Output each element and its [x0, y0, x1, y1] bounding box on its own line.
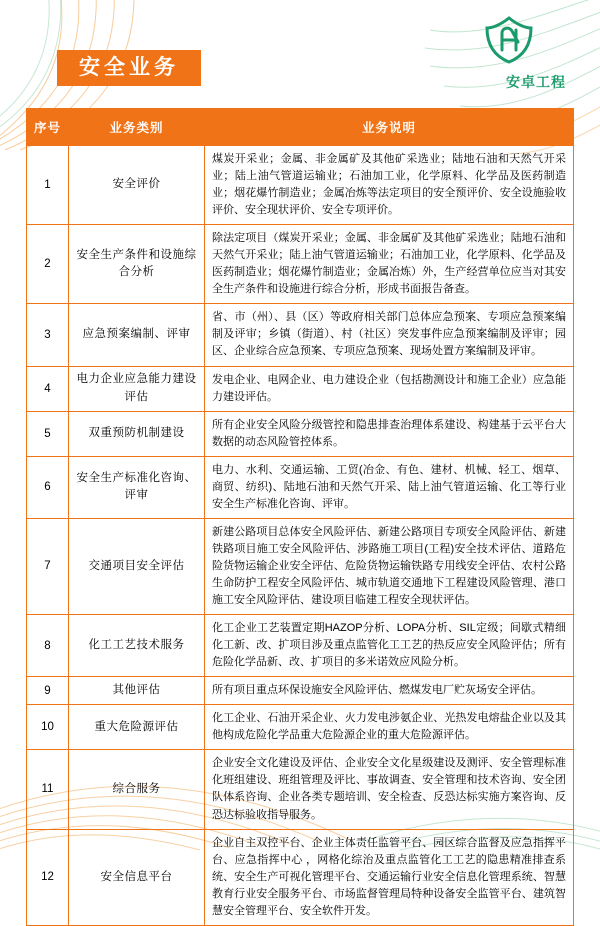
cell-category: 安全生产条件和设施综合分析	[69, 225, 205, 304]
cell-description: 企业安全文化建设及评估、企业安全文化星级建设及测评、安全管理标准化班组建设、班组管理及评比、事故调查、安全管理和技术咨询、安全团队体系咨询、企业各类专题培训、安全检查、反恐达标实施方案咨询、反恐达标验收指导服务。	[205, 750, 574, 829]
table-row	[27, 366, 574, 411]
table-row	[27, 615, 574, 677]
cell-category: 重大危险源评估	[69, 705, 205, 750]
cell-no: 4	[27, 366, 69, 411]
cell-no: 2	[27, 225, 69, 304]
cell-description: 新建公路项目总体安全风险评估、新建公路项目专项安全风险评估、新建铁路项目施工安全风险评估、涉路施工项目(工程)安全技术评估、道路危险货物运输企业安全评估、危险货物运输铁路专用线安全评估、农村公路生命防护工程安全风险评估、城市轨道交通地下工程建设风险管理、港口施工安全风险评估、建设项目临建工程安全现状评估。	[205, 518, 574, 614]
cell-category: 交通项目安全评估	[69, 518, 205, 614]
table-row	[27, 456, 574, 518]
cell-category: 化工工艺技术服务	[69, 615, 205, 677]
cell-category: 双重预防机制建设	[69, 411, 205, 456]
table-row	[27, 750, 574, 829]
cell-description: 所有项目重点环保设施安全风险评估、燃煤发电厂贮灰场安全评估。	[205, 677, 574, 705]
cell-no: 5	[27, 411, 69, 456]
business-table	[26, 108, 574, 926]
page-title: 安全业务	[57, 50, 201, 86]
page-header	[30, 44, 570, 102]
column-header-category: 业务类别	[69, 109, 205, 146]
column-header-description: 业务说明	[205, 109, 574, 146]
cell-no: 10	[27, 705, 69, 750]
cell-category: 其他评估	[69, 677, 205, 705]
cell-description: 省、市（州）、县（区）等政府相关部门总体应急预案、专项应急预案编制及评审；乡镇（街道）、村（社区）突发事件应急预案编制及评审；园区、企业综合应急预案、专项应急预案、现场处置方案编制及评审。	[205, 304, 574, 366]
cell-no: 6	[27, 456, 69, 518]
table-row	[27, 705, 574, 750]
column-header-no: 序号	[27, 109, 69, 146]
cell-category: 安全评价	[69, 146, 205, 225]
table-row	[27, 829, 574, 925]
cell-category: 安全生产标准化咨询、评审	[69, 456, 205, 518]
table-row	[27, 518, 574, 614]
cell-no: 1	[27, 146, 69, 225]
cell-no: 3	[27, 304, 69, 366]
table-row	[27, 411, 574, 456]
cell-description: 企业自主双控平台、企业主体责任监管平台、园区综合监督及应急指挥平台、应急指挥中心 ，网格化综治及重点监管化工工艺的隐患精准排查系统、安全生产可视化管理平台、交通运输行业安全信息化管理系统、智慧教育行业安全服务平台、市场监督管理局特种设备安全监管平台、建筑智慧安全管理平台、安全软件开发。	[205, 829, 574, 925]
green-shield-logo-icon	[482, 16, 536, 64]
cell-description: 煤炭开采业；金属、非金属矿及其他矿采选业；陆地石油和天然气开采业；陆上油气管道运输业；石油加工业，化学原料、化学品及医药制造业；烟花爆竹制造业；金属冶炼等法定项目的安全预评价、安全设施验收评价、安全现状评价、安全专项评价。	[205, 146, 574, 225]
cell-description: 发电企业、电网企业、电力建设企业（包括勘测设计和施工企业）应急能力建设评估。	[205, 366, 574, 411]
brand-logo	[452, 16, 570, 92]
table-row	[27, 146, 574, 225]
cell-description: 所有企业安全风险分级管控和隐患排查治理体系建设、构建基于云平台大数据的动态风险管控体系。	[205, 411, 574, 456]
table-row	[27, 225, 574, 304]
cell-no: 11	[27, 750, 69, 829]
cell-category: 综合服务	[69, 750, 205, 829]
cell-category: 电力企业应急能力建设评估	[69, 366, 205, 411]
brand-name: 安卓工程	[506, 74, 566, 90]
cell-no: 12	[27, 829, 69, 925]
table-row	[27, 677, 574, 705]
cell-no: 7	[27, 518, 69, 614]
cell-no: 8	[27, 615, 69, 677]
cell-no: 9	[27, 677, 69, 705]
cell-description: 电力、水利、交通运输、工贸(冶金、有色、建材、机械、轻工、烟草、商贸、纺织)、陆地石油和天然气开采、陆上油气管道运输、化工等行业安全生产标准化咨询、评审。	[205, 456, 574, 518]
cell-category: 应急预案编制、评审	[69, 304, 205, 366]
table-row	[27, 304, 574, 366]
table-body	[27, 146, 574, 926]
cell-category: 安全信息平台	[69, 829, 205, 925]
cell-description: 除法定项目（煤炭开采业；金属、非金属矿及其他矿采选业；陆地石油和天然气开采业；陆上油气管道运输业；石油加工业，化学原料、化学品及医药制造业；烟花爆竹制造业；金属冶炼）外，生产经营单位应当对其安全生产条件和设施进行综合分析，形成书面报告备查。	[205, 225, 574, 304]
cell-description: 化工企业、石油开采企业、火力发电涉氨企业、光热发电熔盐企业以及其他构成危险化学品重大危险源企业的重大危险源评估。	[205, 705, 574, 750]
cell-description: 化工企业工艺装置定期HAZOP分析、LOPA分析、SIL定级；间歇式精细化工新、改、扩项目涉及重点监管化工工艺的热反应安全风险评估；所有危险化学品新、改、扩项目的多米诺效应风险分析。	[205, 615, 574, 677]
table-header-row	[27, 109, 574, 146]
